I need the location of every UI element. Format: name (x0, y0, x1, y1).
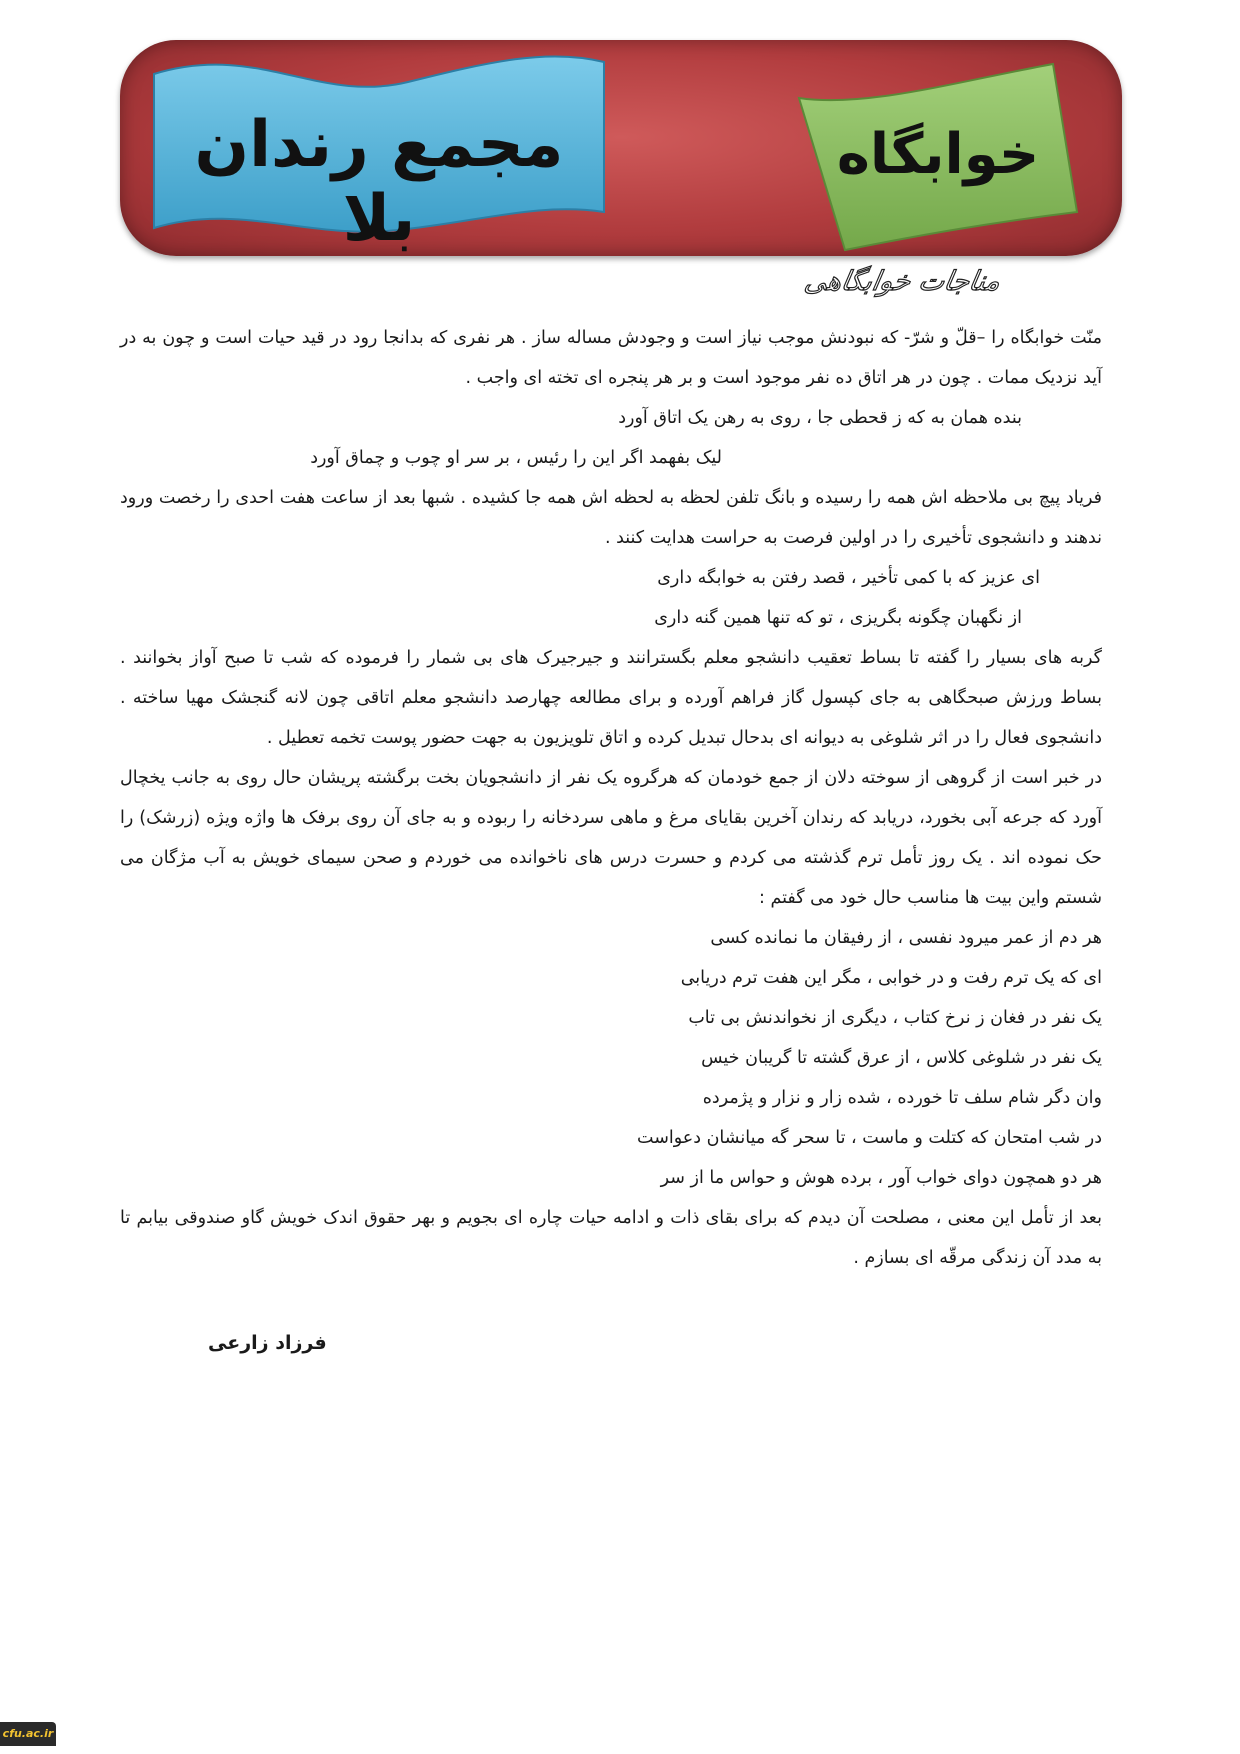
poem-line: وان دگر شام سلف تا خورده ، شده زار و نزار و پژمرده (702, 1088, 1102, 1108)
poem-line: یک نفر در شلوغی کلاس ، از عرق گشته تا گریبان خیس (701, 1048, 1102, 1068)
footer-logo: cfu.ac.ir (0, 1722, 56, 1746)
paragraph: گربه های بسیار را گفته تا بساط تعقیب دانشجو معلم بگسترانند و جیرجیرک های بی شمار را فرموده که شب تا صبح آواز بخوانند . بساط ورزش صبحگاهی به جای کپسول گاز فراهم آورده و برای مطالعه چهارصد دانشجو معلم اتاقی چون لانه گنجشک مهیا ساخته . دانشجوی فعال را در اثر شلوغی به دیوانه ای بدحال تبدیل کرده و اتاق تلویزیون به جهت حضور پوست تخمه تعطیل . (120, 648, 1102, 748)
section-title: خوابگاه (836, 122, 1040, 187)
verse-line: از نگهبان چگونه بگریزی ، تو که تنها همین گنه داری (654, 608, 1022, 628)
poem-line: هر دو همچون دوای خواب آور ، برده هوش و حواس ما از سر (660, 1168, 1102, 1188)
poem-line: در شب امتحان که کتلت و ماست ، تا سحر گه میانشان دعواست (637, 1128, 1102, 1148)
poem-line: هر دم از عمر میرود نفسی ، از رفیقان ما نمانده کسی (710, 928, 1102, 948)
verse-line: لیک بفهمد اگر این را رئیس ، بر سر او چوب و چماق آورد (310, 448, 722, 468)
section-flag (795, 62, 1081, 252)
verse-line: بنده همان به که ز قحطی جا ، روی به رهن یک اتاق آورد (618, 408, 1022, 428)
article-body (120, 318, 1102, 1278)
poem-line: یک نفر در فغان ز نرخ کتاب ، دیگری از نخواندنش بی تاب (688, 1008, 1102, 1028)
page-title: مجمع رندان بلا (194, 108, 564, 256)
poem-line: ای که یک ترم رفت و در خوابی ، مگر این هفت ترم دریابی (680, 968, 1102, 988)
closing-paragraph: بعد از تأمل این معنی ، مصلحت آن دیدم که برای بقای ذات و ادامه حیات چاره ای بجویم و بهر حقوق اندک خویش گاو صندوقی بیابم تا به مدد آن زندگی مرقّه ای بسازم . (120, 1208, 1102, 1268)
title-flag (148, 52, 610, 256)
paragraph: منّت خوابگاه را –قلّ و شرّ- که نبودنش موجب نیاز است و وجودش مساله ساز . هر نفری که بدانجا رود در قید حیات است و چون به در آید نزدیک ممات . چون در هر اتاق ده نفر موجود است و بر هر پنجره ای تخته ای واجب . (120, 328, 1102, 388)
paragraph: فریاد پیچ بی ملاحظه اش همه را رسیده و بانگ تلفن لحظه به لحظه اش همه جا کشیده . شبها بعد از ساعت هفت احدی را رخصت ورود ندهند و دانشجوی تأخیری را در اولین فرصت به حراست هدایت کنند . (120, 488, 1102, 548)
author-signature: فرزاد زارعی (208, 1332, 327, 1354)
subtitle: مناجات خوابگاهی (801, 266, 1003, 297)
paragraph: در خبر است از گروهی از سوخته دلان از جمع خودمان که هرگروه یک نفر از دانشجویان بخت برگشته پریشان حال روی به جانب یخچال آورد که جرعه آبی بخورد، دریابد که رندان آخرین بقایای مرغ و ماهی سردخانه را ربوده و به جای آن روی برفک ها واژه ویژه (زرشک) را حک نموده اند . یک روز تأمل ترم گذشته می کردم و حسرت درس های ناخوانده می خوردم و صحن سیمای خویش به آب مژگان می شستم واین بیت ها مناسب حال خود می گفتم : (120, 768, 1102, 908)
verse-line: ای عزیز که با کمی تأخیر ، قصد رفتن به خوابگه داری (657, 568, 1040, 588)
